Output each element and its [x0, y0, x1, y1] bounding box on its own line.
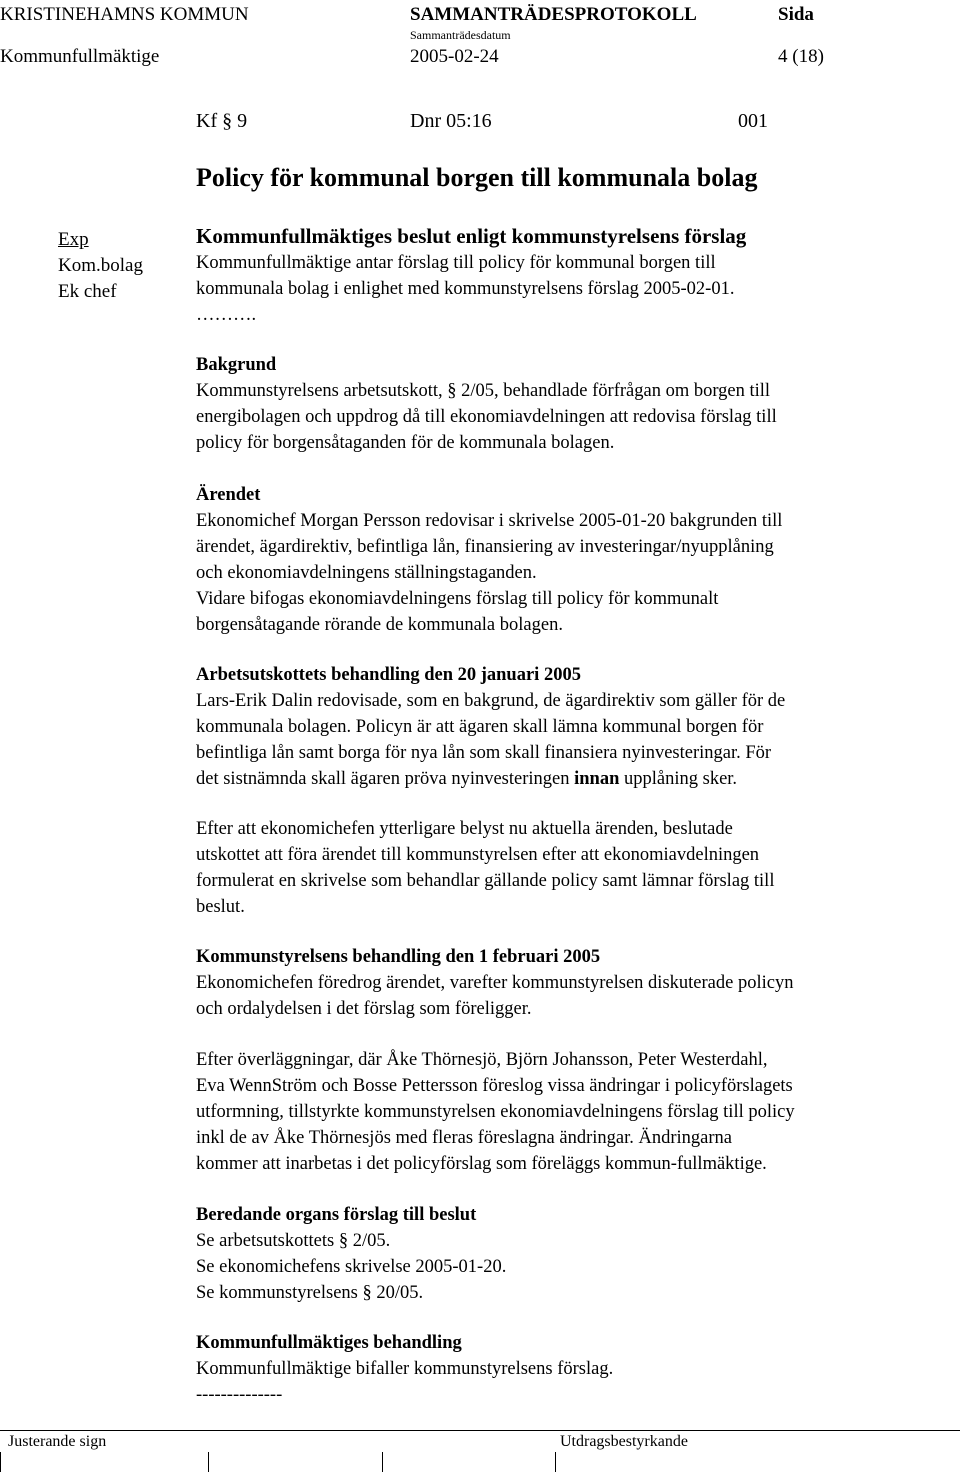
case-dnr: Dnr 05:16: [410, 110, 492, 132]
section-heading: Arbetsutskottets behandling den 20 januari 2005: [196, 665, 581, 685]
margin-note-exp: Exp: [58, 229, 89, 250]
section-line: utskottet att föra ärendet till kommunstyrelsen efter att ekonomiavdelningen: [196, 845, 760, 865]
footer-extract-certification: Utdragsbestyrkande: [560, 1433, 688, 1450]
signature-box-divider: [555, 1452, 556, 1472]
section-line: inkl de av Åke Thörnesjös med fleras föreslagna ändringar. Ändringarna: [196, 1128, 732, 1148]
section-line: Se ekonomichefens skrivelse 2005-01-20.: [196, 1257, 507, 1277]
section-line: och ordalydelsen i det förslag som föreligger.: [196, 999, 532, 1019]
section-line: Kommunfullmäktige bifaller kommunstyrelsens förslag.: [196, 1359, 614, 1379]
signature-box-divider: [0, 1452, 1, 1472]
section-followup: [196, 816, 936, 920]
section-line: Ekonomichef Morgan Persson redovisar i skrivelse 2005-01-20 bakgrunden till: [196, 511, 783, 531]
decision-line: kommunala bolag i enlighet med kommunstyrelsens förslag 2005-02-01.: [196, 279, 735, 299]
text-segment: upplåning sker.: [619, 769, 738, 789]
section-heading: Ärendet: [196, 485, 261, 505]
section-line: Kommunstyrelsens arbetsutskott, § 2/05, behandlade förfrågan om borgen till: [196, 381, 771, 401]
section-working-committee: [196, 662, 936, 792]
section-line: energibolagen och uppdrog då till ekonomiavdelningen att redovisa förslag till: [196, 407, 777, 427]
meeting-date-label: Sammanträdesdatum: [410, 28, 511, 42]
section-line: Eva WennStröm och Bosse Pettersson föreslog vissa ändringar i policyförslagets: [196, 1076, 793, 1096]
section-line: borgensåtagande rörande de kommunala bolagen.: [196, 615, 563, 635]
section-line: formulerat en skrivelse som behandlar gällande policy samt lämnar förslag till: [196, 871, 775, 891]
section-line: kommunala bolagen. Policyn är att ägaren skall lämna kommunal borgen för: [196, 717, 764, 737]
page-label: Sida: [778, 4, 814, 25]
margin-note-company: Kom.bolag: [58, 255, 143, 276]
meeting-date: 2005-02-24: [410, 46, 499, 67]
section-line: Vidare bifogas ekonomiavdelningens förslag till policy för kommunalt: [196, 589, 719, 609]
footer-rule: [0, 1430, 960, 1431]
section-heading: Kommunfullmäktiges behandling: [196, 1333, 462, 1353]
signature-box-divider: [208, 1452, 209, 1472]
page-title: Policy för kommunal borgen till kommunala bolag: [196, 163, 758, 192]
text-segment: det sistnämnda skall ägaren pröva nyinvesteringen: [196, 769, 575, 789]
section-heading: Beredande organs förslag till beslut: [196, 1205, 477, 1225]
decision-block: [196, 222, 936, 328]
separator-dashes: --------------: [196, 1385, 283, 1405]
section-matter: [196, 482, 936, 638]
margin-note-chief: Ek chef: [58, 281, 117, 302]
section-heading: Kommunstyrelsens behandling den 1 februari 2005: [196, 947, 601, 967]
section-line: beslut.: [196, 897, 245, 917]
section-line: Se arbetsutskottets § 2/05.: [196, 1231, 391, 1251]
municipality-name: KRISTINEHAMNS KOMMUN: [0, 4, 249, 25]
decision-heading: Kommunfullmäktiges beslut enligt kommunstyrelsens förslag: [196, 224, 747, 248]
footer-justify-sign: Justerande sign: [8, 1433, 107, 1450]
section-line: Ekonomichefen föredrog ärendet, varefter kommunstyrelsen diskuterade policyn: [196, 973, 794, 993]
section-line: utformning, tillstyrkte kommunstyrelsen ekonomiavdelningens förslag till policy: [196, 1102, 795, 1122]
section-council-handling: [196, 1330, 936, 1408]
case-code: 001: [738, 110, 768, 132]
section-line: ärendet, ägardirektiv, befintliga lån, finansiering av investeringar/nyupplåning: [196, 537, 774, 557]
section-line: Efter överläggningar, där Åke Thörnesjö, Björn Johansson, Peter Westerdahl,: [196, 1050, 768, 1070]
emphasis-text: innan: [574, 769, 620, 789]
council-name: Kommunfullmäktige: [0, 46, 160, 67]
section-preparatory-proposal: [196, 1202, 936, 1306]
section-deliberation: [196, 1047, 936, 1177]
page-number: 4 (18): [778, 46, 824, 67]
section-line: Lars-Erik Dalin redovisade, som en bakgrund, de ägardirektiv som gäller för de: [196, 691, 786, 711]
decision-line: Kommunfullmäktige antar förslag till policy för kommunal borgen till: [196, 253, 716, 273]
section-line: policy för borgensåtaganden för de kommunala bolagen.: [196, 433, 615, 453]
section-line: Efter att ekonomichefen ytterligare belyst nu aktuella ärenden, beslutade: [196, 819, 733, 839]
section-executive-board: [196, 944, 936, 1022]
document-type: SAMMANTRÄDESPROTOKOLL: [410, 4, 697, 25]
section-line: befintliga lån samt borga för nya lån som skall finansiera nyinvesteringar. För: [196, 743, 772, 763]
section-background: [196, 352, 936, 456]
signature-box-divider: [382, 1452, 383, 1472]
section-line: Se kommunstyrelsens § 20/05.: [196, 1283, 424, 1303]
decision-dots: ……….: [196, 305, 257, 325]
section-heading: Bakgrund: [196, 355, 277, 375]
section-line: [196, 766, 936, 792]
section-line: och ekonomiavdelningens ställningstaganden.: [196, 563, 537, 583]
section-line: kommer att inarbetas i det policyförslag som föreläggs kommun-fullmäktige.: [196, 1154, 767, 1174]
case-paragraph: Kf § 9: [196, 110, 248, 132]
